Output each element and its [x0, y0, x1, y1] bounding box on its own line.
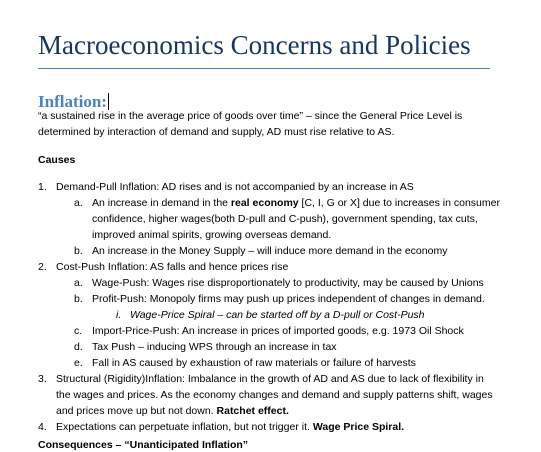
list-item: Structural (Rigidity)Inflation: Imbalance in the growth of AD and AS due to lack of flexibility in [56, 373, 484, 385]
list-marker: 3. [38, 373, 47, 385]
definition-line-1: “a sustained rise in the average price of goods over time” – since the General Price Level is [38, 110, 463, 122]
list-marker: d. [74, 341, 83, 353]
section-heading-text: Inflation: [38, 92, 107, 111]
list-item: Profit-Push: Monopoly firms may push up prices independent of changes in demand. [92, 293, 485, 305]
list-marker: c. [74, 325, 83, 337]
list-marker: i. [116, 309, 122, 321]
list-item-text: Expectations can perpetuate inflation, but not trigger it. [56, 421, 313, 433]
list-item: Wage-Push: Wages rise disproportionately to productivity, may be caused by Unions [92, 277, 484, 289]
list-marker: 2. [38, 261, 47, 273]
list-marker: a. [74, 197, 83, 209]
bold-term: Wage Price Spiral. [312, 421, 405, 433]
list-marker: e. [74, 357, 83, 369]
list-item: Demand-Pull Inflation: AD rises and is not accompanied by an increase in AS [56, 181, 414, 193]
page-title: Macroeconomics Concerns and Policies [38, 30, 471, 60]
list-item-text: [C, I, G or X] due to increases in consumer [298, 197, 500, 209]
list-item: Cost-Push Inflation: AS falls and hence prices rise [56, 261, 289, 273]
list-marker: b. [74, 293, 83, 305]
consequences-heading: Consequences – “Unanticipated Inflation” [38, 439, 249, 451]
list-item-continuation: confidence, higher wages(both D-pull and C-push), government spending, tax cuts, [92, 213, 478, 225]
list-item-text: and prices move up but not down. [56, 405, 217, 417]
bold-term: real economy [230, 197, 299, 209]
list-item-continuation [56, 404, 289, 418]
list-marker: 4. [38, 421, 47, 433]
list-item: Wage-Price Spiral – can be started off by a D-pull or Cost-Push [130, 309, 425, 321]
list-item-continuation: the wages and prices. As the economy changes and demand and supply patterns shift, wages [56, 389, 493, 401]
text-cursor [108, 93, 109, 110]
list-item [92, 196, 500, 210]
list-item: Import-Price-Push: An increase in prices of imported goods, e.g. 1973 Oil Shock [92, 325, 464, 337]
list-item: Tax Push – inducing WPS through an increase in tax [92, 341, 337, 353]
list-marker: b. [74, 245, 83, 257]
list-item-text: An increase in demand in the [92, 197, 231, 209]
list-item: Fall in AS caused by exhaustion of raw materials or failure of harvests [92, 357, 416, 369]
list-item-continuation: improved animal spirits, growing overseas demand. [92, 229, 332, 241]
causes-heading: Causes [38, 154, 76, 166]
list-item: An increase in the Money Supply – will induce more demand in the economy [92, 245, 448, 257]
definition-line-2: determined by interaction of demand and supply, AD must rise relative to AS. [38, 126, 395, 138]
list-marker: 1. [38, 181, 47, 193]
title-underline [38, 68, 490, 69]
bold-term: Ratchet effect. [216, 405, 289, 417]
list-item [56, 420, 404, 434]
list-marker: a. [74, 277, 83, 289]
